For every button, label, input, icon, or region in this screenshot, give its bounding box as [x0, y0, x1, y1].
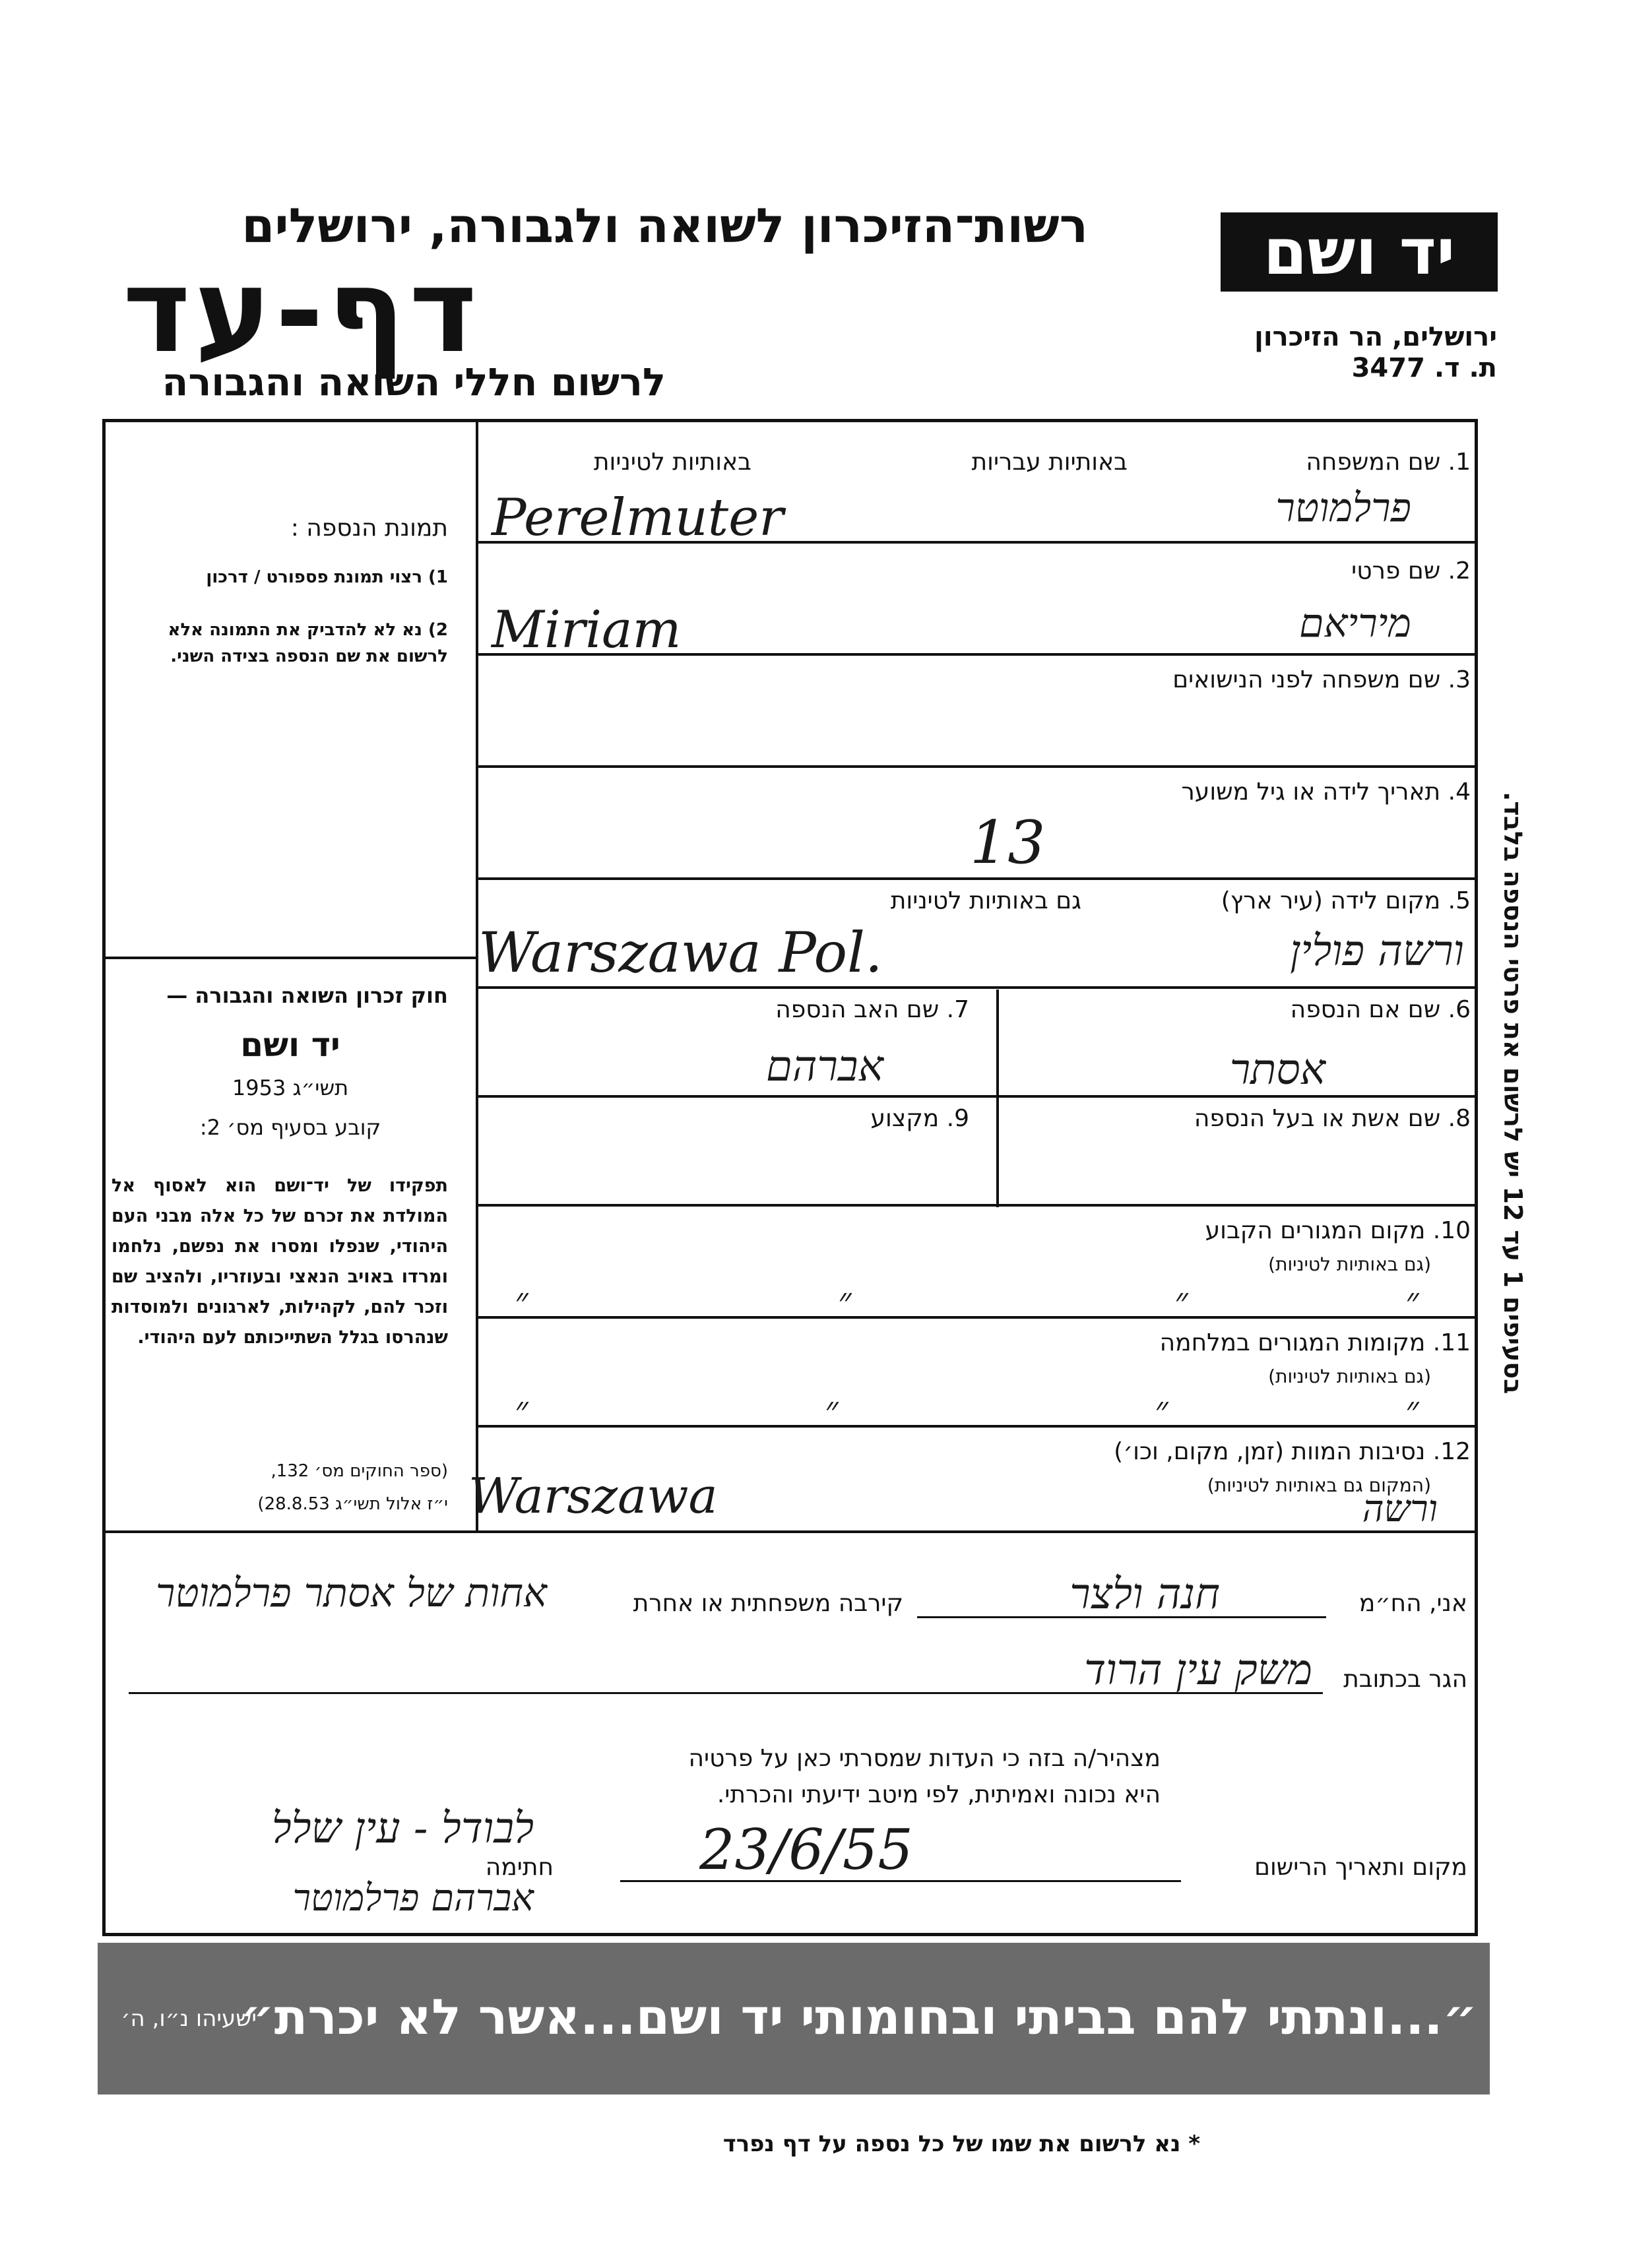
rule-f10: [478, 1316, 1478, 1319]
signature-second-line: אברהם פרלמוטר: [292, 1877, 534, 1920]
side-note-text: בסעיפים 1 עד 12 יש לרשום את פרטי הנספה בלבד.: [1498, 792, 1527, 1395]
relation-label: קירבה משפחתית או אחרת: [633, 1590, 903, 1617]
f4-value: 13: [970, 808, 1046, 877]
f1-latin-caption: באותיות לטיניות: [593, 449, 751, 476]
signature-label: חתימה: [485, 1854, 554, 1881]
f11-ditto-4: ״: [1405, 1389, 1419, 1430]
f3-label: 3. שם משפחה לפני הנישואים: [1172, 666, 1471, 693]
law-clause: קובע בסעיף מס׳ 2:: [199, 1115, 381, 1140]
relation-value: אחות של אסתר פרלמוטר: [155, 1570, 547, 1616]
banner-quote: ״...ונתתי להם בביתי ובחומותי יד ושם...אשר לא יכרת״: [240, 1989, 1477, 2046]
vertical-divider-6-9: [996, 990, 999, 1207]
f1-hebrew-caption: באותיות עבריות: [971, 449, 1128, 476]
place-date-label: מקום ותאריך הרישום: [1254, 1854, 1467, 1881]
f10-ditto-2: ״: [838, 1280, 852, 1321]
address-label: הגר בכתובת: [1343, 1666, 1467, 1693]
f1-label: 1. שם המשפחה: [1306, 449, 1471, 476]
f5-value-latin: Warszawa Pol.: [478, 920, 883, 985]
f11-sub: (גם באותיות לטיניות): [1268, 1366, 1431, 1387]
statement-line-1: מצהיר/ה בזה כי העדות שמסרתי כאן על פרטיה: [688, 1745, 1161, 1772]
law-title: חוק זכרון השואה והגבורה —: [166, 983, 448, 1008]
f10-label: 10. מקום המגורים הקבוע: [1205, 1217, 1471, 1244]
left-column-divider: [102, 957, 478, 959]
rule-f11: [478, 1425, 1478, 1428]
f11-ditto-1: ״: [515, 1389, 528, 1430]
f10-ditto-3: ״: [1174, 1280, 1188, 1321]
f2-label: 2. שם פרטי: [1351, 557, 1471, 584]
rule-f4: [478, 877, 1478, 880]
f1-value-latin: Perelmuter: [492, 488, 784, 548]
banner-reference: ישעיהו נ״ו, ה׳: [121, 2005, 257, 2032]
f11-label: 11. מקומות המגורים במלחמה: [1159, 1329, 1471, 1356]
rule-f6-7: [478, 1095, 1478, 1098]
f11-ditto-3: ״: [1155, 1389, 1168, 1430]
form-title: דף-עד: [122, 245, 481, 379]
f12-value-latin: Warszawa: [468, 1468, 718, 1525]
f9-label: 9. מקצוע: [870, 1105, 969, 1132]
declarant-value: חנה ולצר: [1070, 1570, 1220, 1619]
declarant-label: אני, הח״מ: [1358, 1590, 1467, 1617]
address-value: משק עין הרוד: [1084, 1646, 1312, 1695]
f10-ditto-4: ״: [1405, 1280, 1419, 1321]
law-name: יד ושם: [240, 1026, 340, 1064]
rule-f12: [102, 1530, 1478, 1533]
address-line-2: ת. ד. 3477: [1351, 353, 1497, 383]
signature-value: לבודל - עין שלל: [271, 1804, 534, 1853]
address-line-1: ירושלים, הר הזיכרון: [1254, 322, 1497, 352]
f5-label: 5. מקום לידה (עיר ארץ): [1221, 887, 1471, 914]
form-subtitle: לרשום חללי השואה והגבורה: [162, 360, 666, 404]
rule-f3: [478, 765, 1478, 768]
law-source: (ספר החוקים מס׳ 132,: [271, 1461, 448, 1481]
footer-note: * נא לרשום את שמו של כל נספה על דף נפרד: [722, 2131, 1200, 2157]
f4-label: 4. תאריך לידה או גיל משוער: [1181, 778, 1471, 805]
f5-value-hebrew: ורשה פולין: [1290, 927, 1464, 976]
photo-note-2: 2) נא לא להדביק את התמונה אלא לרשום את שם הנספה בצידה השני.: [168, 620, 448, 666]
photo-box-title: תמונת הנספה :: [290, 515, 448, 542]
photo-note-1: 1) רצוי תמונת פספורט / דרכון: [206, 567, 448, 587]
f7-label: 7. שם האב הנספה: [775, 996, 969, 1023]
f10-sub: (גם באותיות לטיניות): [1268, 1253, 1431, 1275]
f12-sub: (המקום גם באותיות לטיניות): [1207, 1474, 1431, 1496]
law-year: תשי״ג 1953: [232, 1075, 349, 1100]
f5-latin-caption: גם באותיות לטיניות: [890, 887, 1081, 914]
law-date: י״ז אלול תשי״ג 28.8.53): [257, 1494, 448, 1514]
f1-value-hebrew: פרלמוטר: [1275, 485, 1411, 531]
place-date-value: 23/6/55: [699, 1817, 913, 1882]
rule-f8-9: [478, 1204, 1478, 1207]
f6-value: אסתר: [1229, 1046, 1326, 1094]
f2-value-hebrew: מיריאם: [1299, 600, 1411, 646]
yad-vashem-logo: יד ושם: [1221, 212, 1498, 292]
f12-value-hebrew: ורשה: [1362, 1488, 1438, 1530]
f7-value: אברהם: [765, 1042, 883, 1091]
rule-f5: [478, 986, 1478, 989]
side-note: [1494, 792, 1534, 1504]
f12-label: 12. נסיבות המוות (זמן, מקום, וכו׳): [1114, 1438, 1471, 1465]
statement-line-2: היא נכונה ואמיתית, לפי מיטב ידיעתי והכרתי.: [717, 1781, 1161, 1808]
f6-label: 6. שם אם הנספה: [1290, 996, 1471, 1023]
f2-value-latin: Miriam: [492, 600, 682, 660]
law-text: תפקידו של יד־ושם הוא לאסוף אל המולדת את זכרם של כל אלה מבני העם היהודי, שנפלו ומסרו את נפשם, נלחמו ומרדו באויב הנאצי ובעוזריו, ולהציב שם וזכר להם, לקהילות, לארגונים ולמוסדות שנהרסו בגלל השתייכותם לעם היהודי.: [112, 1176, 448, 1348]
f10-ditto-1: ״: [515, 1280, 528, 1321]
f8-label: 8. שם אשת או בעל הנספה: [1194, 1105, 1471, 1132]
header-title: רשות־הזיכרון לשואה ולגבורה, ירושלים: [241, 198, 1088, 253]
f11-ditto-2: ״: [825, 1389, 839, 1430]
